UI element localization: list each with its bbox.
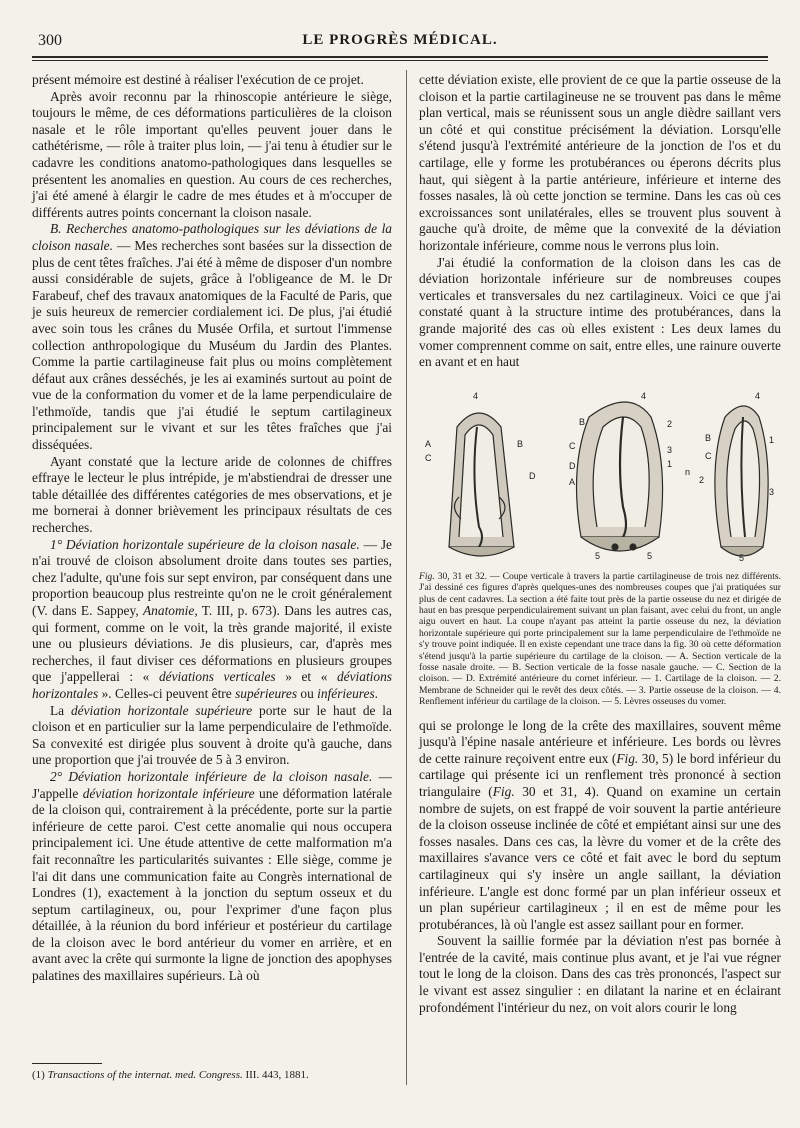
paragraph: présent mémoire est destiné à réaliser l'exécution de ce projet. xyxy=(32,72,364,87)
page-number: 300 xyxy=(38,32,62,49)
header-rule xyxy=(32,56,768,58)
running-title: LE PROGRÈS MÉDICAL. xyxy=(302,32,498,48)
section-heading-1: 1° Déviation horizontale supérieure de la cloison nasale. xyxy=(50,536,360,552)
fig-label: n xyxy=(685,466,691,477)
header-rule-thin xyxy=(32,60,768,61)
paragraph: La déviation horizontale supérieure porte sur le haut de la cloison et en particulier sur la lame perpendiculaire de l'ethmoïde. Sa convexité est dirigée plus souvent à droite qu'à gauche, dans une proportion que j'ai trouvée de 5 à 3 environ. xyxy=(32,702,392,768)
fig-label: 4 xyxy=(473,390,479,401)
footnote: (1) Transactions of the internat. med. Congress. III. 443, 1881. xyxy=(32,1069,309,1081)
paragraph: cette déviation existe, elle provient de ce que la partie osseuse de la cloison et la partie cartilagineuse ne se trouvent pas dans le même plan vertical, mais se réunissent sous un angle dièdre saillant vers un côté et qui constitue précisément la déviation. Lorsqu'elle s'étend jusqu'à l'extrémité antérieure de la jonction de l'os et du cartilage, elle y forme les protubérances ou éperons décrits plus haut, qui siègent à la partie antérieure, inférieure et interne des fosses nasales, là où cette jonction se termine. Dans les cas où ces excroissances sont unilatérales, elles se trouvent plus souvent à gauche qu'à droite, de même que la convexité de la déviation horizontale inférieure, comme nous le verrons plus loin. xyxy=(419,72,781,253)
figure-nasal-sections xyxy=(419,387,781,565)
fig-label: 5 xyxy=(739,552,745,563)
fig-label: 4 xyxy=(755,390,761,401)
fig-label: 2 xyxy=(667,418,673,429)
page-header xyxy=(32,30,768,52)
fig-label: B xyxy=(579,416,586,427)
paragraph: J'ai étudié la conformation de la cloison dans les cas de déviation horizontale inférieure sur de nombreuses coupes verticales et transversales du nez cartilagineux. Voici ce que j'ai constaté quant à la structure intime des protubérances, dans la grande majorité des cas où elles existent : Les deux lames du vomer comprennent comme on sait, entre elles, une rainure ouverte en avant et en haut xyxy=(419,254,781,370)
fig-label: B xyxy=(705,432,712,443)
left-column xyxy=(32,72,392,985)
section-heading-2: 2° Déviation horizontale inférieure de la cloison nasale. xyxy=(50,768,373,784)
fig-label: C xyxy=(425,452,432,463)
fig-32 xyxy=(715,406,768,556)
footnote-rule xyxy=(32,1063,102,1064)
fig-label: 1 xyxy=(769,434,775,445)
paragraph: B. Recherches anatomo-pathologiques sur les déviations de la cloison nasale. — Mes recherches sont basées sur la dissection de plus de cent têtes fraîches. J'ai été à même de disposer d'un nombre aussi considérable de sujets, grâce à l'obligeance de M. le Dr Farabeuf, chef des travaux anatomiques de la Faculté de Paris, que je suis heureux de remercier cordialement ici. De plus, j'ai étudié avec soin tous les crânes du Musée Orfila, et surtout l'immense collection anthropologique du Muséum du Jardin des Plantes. Comme la partie cartilagineuse fait plus ou moins complètement défaut aux crânes desséchés, je les ai examinés surtout au point de vue de la conformation du vomer et de la lame perpendiculaire de l'ethmoïde, tandis que j'ai étudié le septum cartilagineux principalement sur le vivant et sur les têtes fraîches que j'ai disséquées. xyxy=(32,221,393,453)
paragraph: qui se prolonge le long de la crête des maxillaires, souvent même jusqu'à l'épine nasale antérieure et inférieure. Les bords ou lèvres de cette rainure reçoivent entre eux (Fig. 30, 5) le bord inférieur du cartilage qui présente ici un renflement très prononcé à section triangulaire (Fig. 30 et 31, 4). Quand on examine un certain nombre de sujets, on est frappé de voir souvent la partie antérieure de la cloison osseuse inclinée de côté et empiétant ainsi sur une des fosses nasales. Dans ces cas, la lèvre du vomer et de la crête des maxillaires s'avance vers ce côté et fait avec le bord du septum cartilagineux qui s'y insère un angle saillant, la déviation inférieure. L'angle est donc formé par un plan inférieur osseux et un plan supérieur cartilagineux ; il en est de même pour les protubérances, là où l'angle est assez saillant pour en former. xyxy=(419,717,782,932)
fig-label: 5 xyxy=(595,550,601,561)
fig-label: B xyxy=(517,438,524,449)
section-heading-b: B. Recherches anatomo-pathologiques sur les déviations de la cloison nasale. xyxy=(32,221,392,253)
fig-label: 1 xyxy=(667,458,673,469)
paragraph: 1° Déviation horizontale supérieure de la cloison nasale. — Je n'ai trouvé de cloison absolument droite dans toutes ses parties, chez l'adulte, qu'une fois sur sept environ, par conséquent dans une proportion beaucoup plus restreinte qu'on ne le croit généralement (V. dans E. Sappey, Anatomie, T. III, p. 673). Dans les autres cas, qui forment, comme on le voit, la très grande majorité, il existe une ou plusieurs déviations. Je dis plusieurs, car, d'après mes recherches, il faut diviser ces déformations en plusieurs groupes que j'appellerai : « déviations verticales » et « déviations horizontales ». Celles-ci peuvent être supérieures ou inférieures. xyxy=(32,536,392,701)
fig-label: 3 xyxy=(769,486,775,497)
paragraph: Ayant constaté que la lecture aride de colonnes de chiffres effraye le lecteur le plus intrépide, je m'abstiendrai de dresser une table détaillée des différentes catégories de mes observations, et je me bornerai à donner brièvement les principaux résultats de ces recherches. xyxy=(32,453,392,536)
paragraph: 2° Déviation horizontale inférieure de la cloison nasale. — J'appelle déviation horizontale inférieure une déformation latérale de la cloison qui, contrairement à la précédente, porte sur la partie inférieure de cette paroi. C'est cette anomalie qui nous occupera principalement ici. Une étude attentive de cette malformation m'a fait reconnaître les particularités suivantes : Elle siège, comme je l'ai dit dans une communication faite au Congrès international de Londres (1), exactement à la jonction du septum osseux et du septum cartilagineux, ou, pour l'exprimer d'une façon plus détaillée, à la réunion du bord inférieur et postérieur du cartilage de la cloison avec le bord antérieur du vomer en arrière, et en avant avec la crête qui surmonte la ligne de jonction des apophyses palatines des maxillaires supérieurs. Là où xyxy=(32,768,392,984)
fig-label: 4 xyxy=(641,390,647,401)
paragraph: Après avoir reconnu par la rhinoscopie antérieure le siège, toujours le même, de ces déformations particulières de la cloison nasale et le rôle important qu'elles peuvent jouer dans le cathétérisme, — rôle à traiter plus loin, — j'ai tenu à étudier sur le cadavre les conditions anatomo-pathologiques dans lesquelles se présentent les anomalies en question. Au cours de ces recherches, j'ai été amené à élargir le cadre de mes études et à m'occuper de différents autres points concernant la cloison nasale. xyxy=(32,88,392,220)
figure-illustration xyxy=(419,387,781,565)
fig-label: D xyxy=(569,460,576,471)
right-column xyxy=(419,72,781,1016)
fig-31 xyxy=(577,402,663,551)
column-divider xyxy=(406,70,407,1085)
fig-label: A xyxy=(425,438,432,449)
fig-label: D xyxy=(529,470,536,481)
figure-caption: Fig. 30, 31 et 32. — Coupe verticale à travers la partie cartilagineuse de trois nez différents. J'ai dessiné ces figures d'après quelques-unes des nombreuses coupes que j'ai pratiquées sur plus de cent cadavres. La section a été faite tout près de la partie osseuse du nez et dirigée de haut en bas presque perpendiculairement suivant un plan faisant, avec celui du front, un angle aigu ouvert en haut. La coupe n'ayant pas atteint la partie osseuse du nez, la déviation horizontale supérieure qui porte principalement sur la lame perpendiculaire de l'ethmoïde ne s'y trouve point indiquée. Il en existe cependant une trace dans la fig. 30 où cette déformation s'étend jusqu'à la partie supérieure du cartilage de la cloison. — A. Section verticale de la fosse nasale droite. — B. Section verticale de la fosse nasale gauche. — C. Section de la cloison. — D. Extrémité antérieure du cornet inférieur. — 1. Cartilage de la cloison. — 2. Membrane de Schneider qui le revêt des deux côtés. — 3. Partie osseuse de la cloison. — 4. Renflement inférieur du cartilage de la cloison. — 5. Lèvres osseuses du vomer. xyxy=(419,570,781,708)
fig-30 xyxy=(449,413,514,556)
fig-label: C xyxy=(569,440,576,451)
fig-label: 5 xyxy=(647,550,653,561)
fig-label: 2 xyxy=(699,474,705,485)
fig-label: C xyxy=(705,450,712,461)
fig-label: 3 xyxy=(667,444,673,455)
paragraph: Souvent la saillie formée par la déviation n'est pas bornée à l'entrée de la cavité, mais continue plus avant, et je l'ai vue régner tout le long de la cloison. Dans des cas très prononcés, l'aspect sur le vivant est assez singulier : en dilatant la narine et en éclairant profondément l'intérieur du nez, on voit alors courir le long xyxy=(419,933,781,1015)
fig-label: A xyxy=(569,476,576,487)
